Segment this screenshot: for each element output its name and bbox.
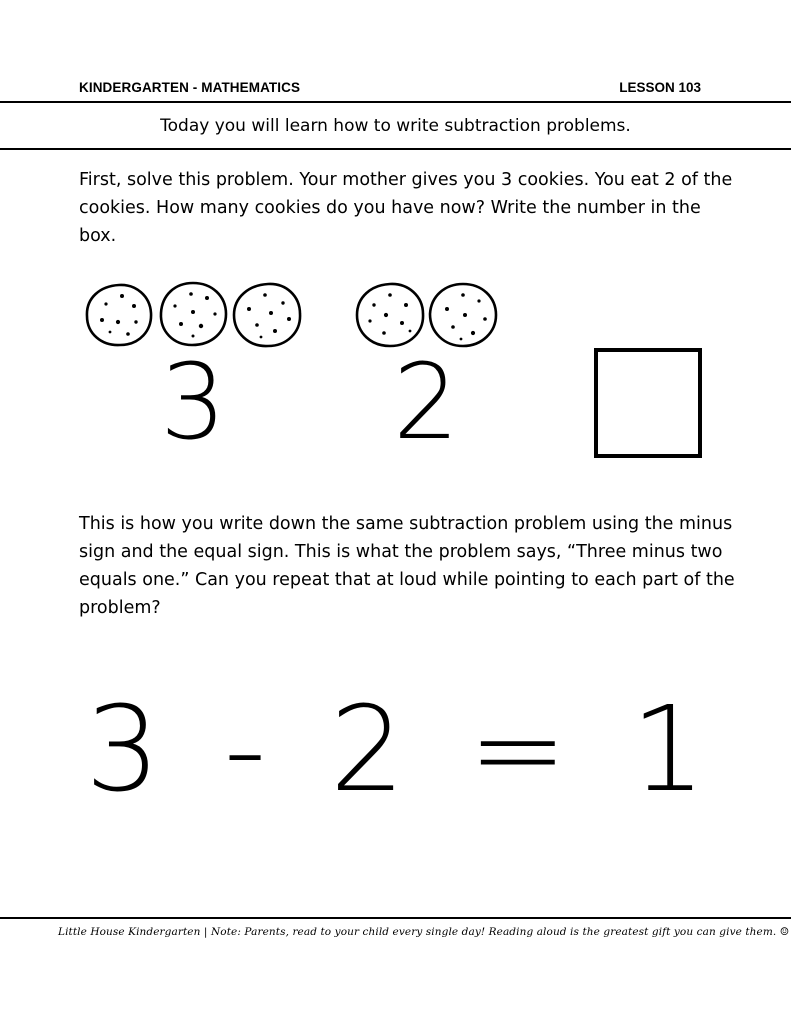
course-title: KINDERGARTEN - MATHEMATICS bbox=[79, 80, 301, 95]
cookie-icon bbox=[354, 281, 426, 349]
cookie-icon bbox=[157, 280, 229, 348]
cookie-icon bbox=[231, 281, 303, 349]
top-divider bbox=[0, 101, 791, 103]
subtitle-divider bbox=[0, 148, 791, 150]
minus-sign: - bbox=[223, 680, 267, 818]
first-number: 3 bbox=[160, 341, 227, 463]
explanation-paragraph: This is how you write down the same subtraction problem using the minus sign and the equal sign. This is what the problem says, “Three minus two equals one.” Can you repeat that at loud while pointing to each part of the problem? bbox=[79, 514, 735, 618]
footer-note: Little House Kindergarten | Note: Parents, read to your child every single day! Reading aloud is the greatest gift you can give them. ☺ bbox=[58, 926, 790, 938]
equation-result: 1 bbox=[630, 680, 706, 818]
lesson-number: LESSON 103 bbox=[619, 80, 701, 95]
lesson-subtitle: Today you will learn how to write subtraction problems. bbox=[160, 116, 631, 136]
footer-divider bbox=[0, 917, 791, 919]
equals-sign: = bbox=[468, 680, 568, 818]
instruction-paragraph: First, solve this problem. Your mother gives you 3 cookies. You eat 2 of the cookies. How many cookies do you have now? Write the number in the box. bbox=[79, 170, 733, 246]
answer-box[interactable] bbox=[594, 348, 702, 458]
second-number: 2 bbox=[393, 341, 460, 463]
cookie-icon bbox=[427, 281, 499, 349]
equation-second-number: 2 bbox=[329, 680, 405, 818]
equation-first-number: 3 bbox=[85, 680, 161, 818]
cookie-icon bbox=[84, 282, 154, 348]
subtraction-equation bbox=[0, 680, 791, 818]
